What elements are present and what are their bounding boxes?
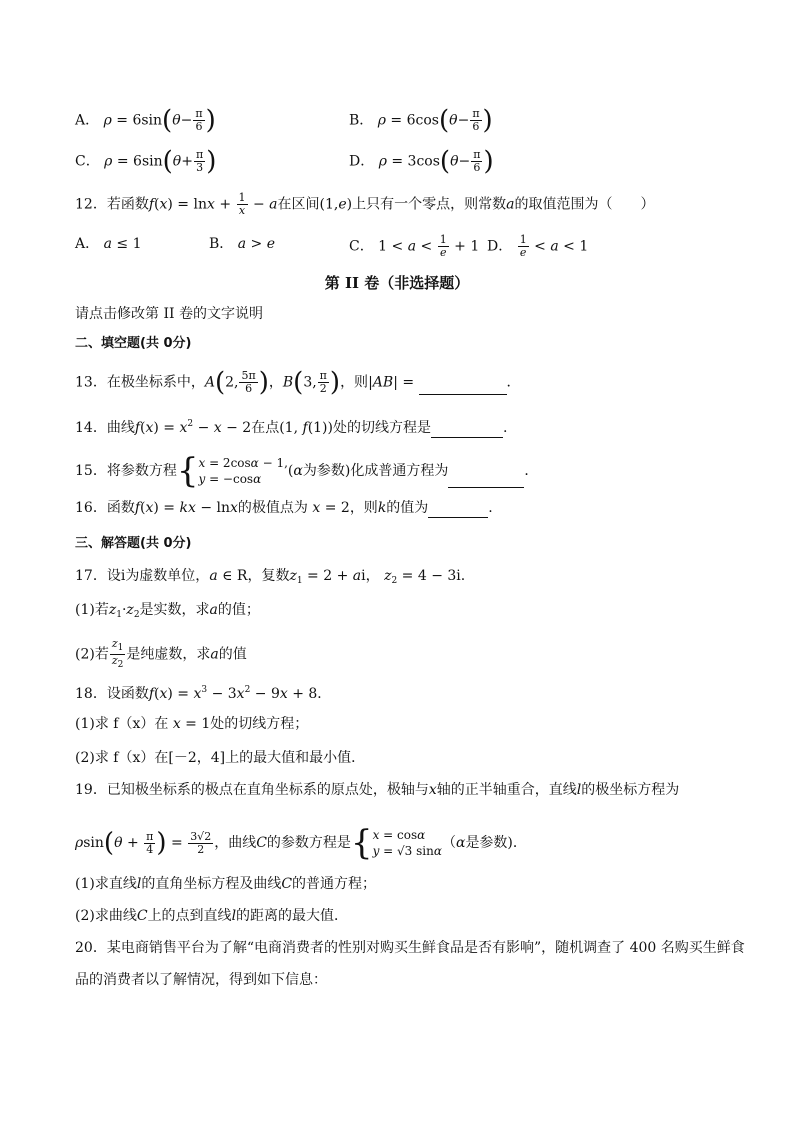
q12-option-c: C． 1 < a < $\frac{1}{e}$ + 1	[349, 233, 480, 259]
q17-part1: (1)若$z_1\cdot z_2$是实数，求a的值；	[75, 602, 260, 620]
q13: 13．在极坐标系中，A(2, $\frac{5\pi}{6}$ )，B(3, $\frac{\pi}{2}$ )，则|AB| = ．	[75, 367, 521, 398]
section-fill-heading: 二、填空题(共 0分)	[75, 336, 192, 351]
q17-stem: 17．设i为虚数单位，a ∈ R，复数$z_1 = 2$ + ai， $z_2 = 4 - 3i$.	[75, 568, 466, 586]
q16-answer-blank	[428, 501, 488, 518]
q18-part1: (1)求 f（x）在 x = 1处的切线方程；	[75, 716, 309, 732]
q19-part1: (1)求直线l的直角坐标方程及曲线C的普通方程；	[75, 876, 377, 892]
q15: 15．将参数方程{ x = 2cosα − 1, y = −cosα (α为参数)化成普通方程为 ．	[75, 451, 539, 491]
part2-title: 第 II 卷（非选择题）	[324, 274, 470, 292]
q12-option-d: D． $\frac{1}{e}$ < a < 1	[487, 233, 589, 259]
q14-answer-blank	[431, 421, 503, 438]
q19-part2: (2)求曲线C上的点到直线l的距离的最大值．	[75, 908, 349, 924]
q12-option-b: B． a > e	[209, 236, 276, 252]
q14: 14．曲线$f(x) = x^2 - x - 2$在点(1, f(1))处的切线方程是 .	[75, 419, 508, 436]
q18-stem: 18．设函数$f(x) = x^3 - 3x^2 - 9x + 8$．	[75, 685, 332, 702]
q18-part2: (2)求 f（x）在[－2，4]上的最大值和最小值．	[75, 750, 366, 766]
q15-answer-blank	[448, 471, 524, 488]
q19-stem-line1: 19．已知极坐标系的极点在直角坐标系的原点处，极轴与x轴的正半轴重合，直线l的极坐标方程为	[75, 782, 680, 798]
q12-stem: 12．若函数f(x) = lnx + $\frac{1}{x}$ − a在区间(1,e)上只有一个零点，则常数a的取值范围为（ ）	[75, 191, 655, 217]
q11-option-d: D． ρ = 3cos(θ− $\frac{\pi}{6}$ )	[349, 146, 494, 177]
q12-option-a: A． a ≤ 1	[75, 236, 142, 252]
q11-option-b: B． ρ = 6cos(θ− $\frac{\pi}{6}$ )	[349, 105, 493, 136]
q13-answer-blank	[419, 378, 507, 395]
q20-line2: 品的消费者以了解情况，得到如下信息：	[75, 972, 327, 988]
q17-part2: (2)若 $\frac{z_1}{z_2}$ 是纯虚数，求a的值	[75, 637, 247, 670]
q19-stem-line2: ρsin(θ + $\frac{\pi}{4}$ ) = $\frac{3√2}{2}$ ，曲线C的参数方程是{ x = cosα y = √3 sinα （α是参数)．	[75, 823, 527, 863]
q16: 16．函数f(x) = kx − lnx的极值点为 x = 2，则k的值为 .	[75, 500, 493, 516]
section-solve-heading: 三、解答题(共 0分)	[75, 536, 192, 551]
q11-option-a: A． ρ = 6sin(θ− $\frac{\pi}{6}$ )	[75, 105, 216, 136]
q11-option-c: C． ρ = 6sin(θ+ $\frac{\pi}{3}$ )	[75, 146, 217, 177]
part2-note: 请点击修改第 II 卷的文字说明	[75, 306, 263, 322]
q20-line1: 20．某电商销售平台为了解“电商消费者的性别对购买生鲜食品是否有影响”，随机调查了 400 名购买生鲜食	[75, 940, 745, 956]
